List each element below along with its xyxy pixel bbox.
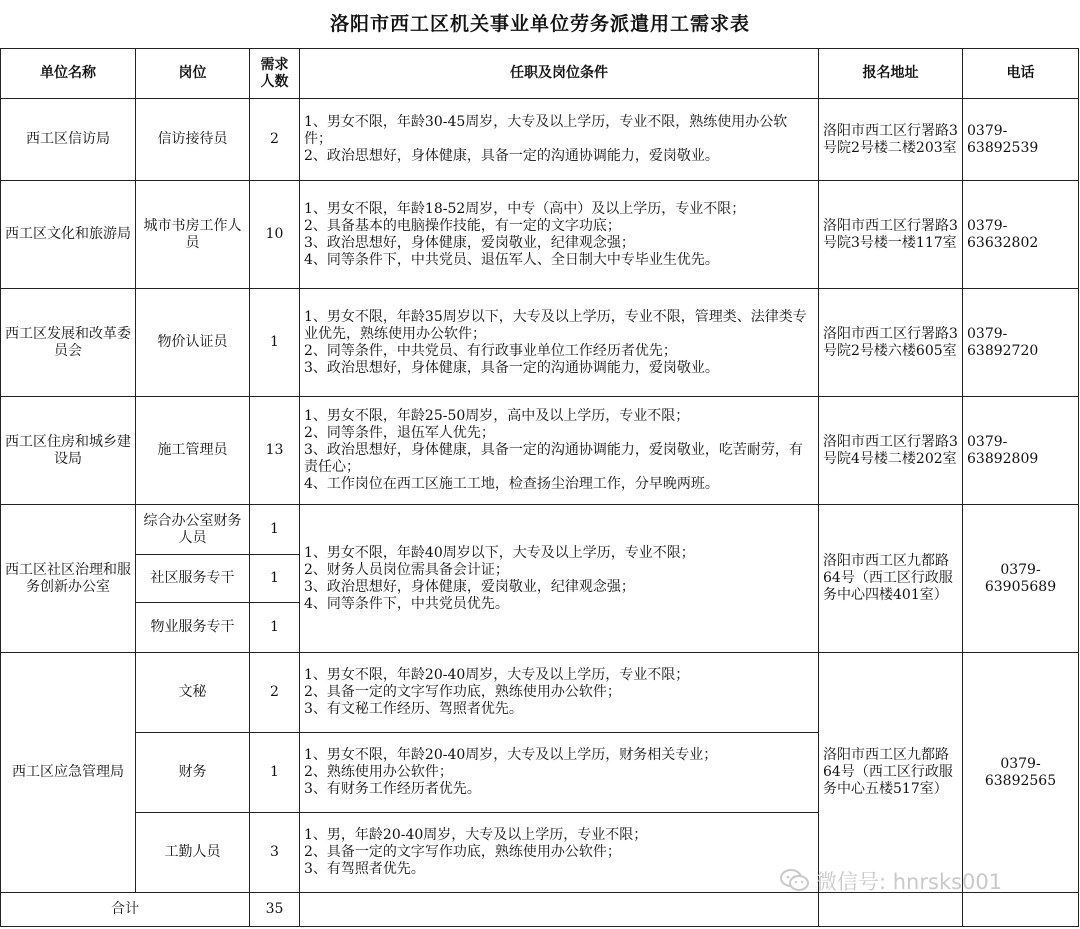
requirements-cell	[300, 397, 819, 505]
count-value: 2	[250, 653, 300, 733]
table-row	[1, 653, 1079, 733]
position-name: 文秘	[136, 653, 250, 733]
position-name: 施工管理员	[136, 397, 250, 505]
total-row	[1, 893, 1079, 927]
total-count: 35	[250, 893, 300, 927]
requirement-line: 2、政治思想好，身体健康，具备一定的沟通协调能力，爱岗敬业。	[304, 148, 719, 164]
count-value: 3	[250, 813, 300, 893]
table-row	[1, 99, 1079, 181]
position-name: 信访接待员	[136, 99, 250, 181]
demand-table	[0, 48, 1079, 927]
unit-name: 西工区应急管理局	[1, 653, 136, 893]
table-row	[1, 181, 1079, 289]
count-value: 10	[250, 181, 300, 289]
count-value: 1	[250, 733, 300, 813]
requirement-line: 1、男女不限，年龄35周岁以下，大专及以上学历，专业不限，管理类、法律类专业优先，熟练使用办公软件；	[304, 308, 807, 342]
page-title: 洛阳市西工区机关事业单位劳务派遣用工需求表	[329, 13, 750, 35]
requirement-line: 3、政治思想好，身体健康，爱岗敬业，纪律观念强；	[304, 234, 635, 251]
requirement-line: 3、有驾照者优先。	[304, 861, 425, 877]
requirement-line: 2、同等条件，中共党员、有行政事业单位工作经历者优先；	[304, 342, 677, 359]
phone-cell: 0379-63892539	[963, 99, 1079, 181]
requirement-line: 1、男女不限，年龄25-50周岁，高中及以上学历，专业不限；	[304, 408, 690, 424]
requirement-line: 1、男，年龄20-40周岁，大专及以上学历，专业不限；	[304, 827, 648, 843]
requirement-line: 2、具备基本的电脑操作技能，有一定的文字功底；	[304, 217, 621, 234]
position-name: 财务	[136, 733, 250, 813]
requirements-cell	[300, 733, 819, 813]
address-cell: 洛阳市西工区九都路64号（西工区行政服务中心四楼401室）	[819, 505, 963, 653]
count-value: 1	[250, 603, 300, 653]
address-cell: 洛阳市西工区行署路3号院3号楼一楼117室	[819, 181, 963, 289]
table-row	[1, 289, 1079, 397]
position-name: 工勤人员	[136, 813, 250, 893]
unit-name: 西工区住房和城乡建设局	[1, 397, 136, 505]
address-cell: 洛阳市西工区行署路3号院2号楼六楼605室	[819, 289, 963, 397]
requirement-line: 3、有财务工作经历者优先。	[304, 781, 481, 797]
phone-cell: 0379-63892809	[963, 397, 1079, 505]
count-value: 1	[250, 289, 300, 397]
phone-cell: 0379-63892720	[963, 289, 1079, 397]
requirement-line: 1、男女不限，年龄20-40周岁，大专及以上学历，财务相关专业；	[304, 747, 718, 763]
unit-name: 西工区信访局	[1, 99, 136, 181]
position-name: 综合办公室财务人员	[136, 505, 250, 555]
requirement-line: 3、政治思想好，身体健康，具备一定的沟通协调能力，爱岗敬业，吃苦耐劳，有责任心；	[304, 442, 803, 475]
requirement-line: 4、同等条件下，中共党员优先。	[304, 595, 509, 612]
phone-cell: 0379-63892565	[963, 653, 1079, 893]
requirement-line: 4、同等条件下，中共党员、退伍军人、全日制大中专毕业生优先。	[304, 251, 719, 268]
header-requirements: 任职及岗位条件	[300, 49, 819, 99]
count-value: 1	[250, 555, 300, 603]
address-cell: 洛阳市西工区行署路3号院2号楼二楼203室	[819, 99, 963, 181]
address-cell: 洛阳市西工区九都路64号（西工区行政服务中心五楼517室）	[819, 653, 963, 893]
requirements-cell	[300, 653, 819, 733]
requirements-cell	[300, 181, 819, 289]
requirements-cell	[300, 289, 819, 397]
requirement-line: 2、熟练使用办公软件；	[304, 764, 453, 780]
requirement-line: 3、政治思想好，身体健康，具备一定的沟通协调能力，爱岗敬业。	[304, 359, 719, 376]
header-position: 岗位	[136, 49, 250, 99]
wechat-watermark	[780, 866, 1002, 896]
table-row	[1, 397, 1079, 505]
position-name: 社区服务专干	[136, 555, 250, 603]
header-count: 需求人数	[250, 49, 300, 99]
header-row	[1, 49, 1079, 99]
requirement-line: 2、具备一定的文字写作功底，熟练使用办公软件；	[304, 684, 621, 700]
empty-cell	[300, 893, 819, 927]
position-name: 城市书房工作人员	[136, 181, 250, 289]
header-address: 报名地址	[819, 49, 963, 99]
count-value: 2	[250, 99, 300, 181]
empty-cell	[819, 893, 963, 927]
requirement-line: 2、具备一定的文字写作功底，熟练使用办公软件；	[304, 844, 621, 860]
requirement-line: 2、同等条件，退伍军人优先；	[304, 425, 495, 441]
address-cell: 洛阳市西工区行署路3号院4号楼二楼202室	[819, 397, 963, 505]
requirement-line: 1、男女不限，年龄40周岁以下，大专及以上学历，专业不限；	[304, 544, 695, 561]
requirement-line: 1、男女不限，年龄20-40周岁，大专及以上学历，专业不限；	[304, 667, 690, 683]
empty-cell	[963, 893, 1079, 927]
unit-name: 西工区发展和改革委员会	[1, 289, 136, 397]
position-name: 物价认证员	[136, 289, 250, 397]
total-label: 合计	[1, 893, 250, 927]
requirement-line: 3、政治思想好，身体健康，爱岗敬业，纪律观念强；	[304, 578, 635, 595]
requirement-line: 3、有文秘工作经历、驾照者优先。	[304, 701, 523, 717]
requirements-cell	[300, 505, 819, 653]
requirement-line: 1、男女不限，年龄18-52周岁，中专（高中）及以上学历，专业不限；	[304, 200, 746, 217]
requirement-line: 4、工作岗位在西工区施工工地，检查扬尘治理工作，分早晚两班。	[304, 476, 719, 492]
position-name: 物业服务专干	[136, 603, 250, 653]
count-value: 13	[250, 397, 300, 505]
requirements-cell	[300, 99, 819, 181]
count-value: 1	[250, 505, 300, 555]
unit-name: 西工区文化和旅游局	[1, 181, 136, 289]
header-phone: 电话	[963, 49, 1079, 99]
requirement-line: 2、财务人员岗位需具备会计证；	[304, 561, 509, 578]
requirement-line: 1、男女不限，年龄30-45周岁，大专及以上学历，专业不限，熟练使用办公软件；	[304, 114, 788, 147]
watermark-text: 微信号: hnrsks001	[816, 870, 1003, 894]
phone-cell: 0379-63632802	[963, 181, 1079, 289]
header-unit: 单位名称	[1, 49, 136, 99]
phone-cell: 0379-63905689	[963, 505, 1079, 653]
requirements-cell	[300, 813, 819, 893]
table-row	[1, 505, 1079, 555]
wechat-icon	[780, 868, 810, 894]
unit-name: 西工区社区治理和服务创新办公室	[1, 505, 136, 653]
